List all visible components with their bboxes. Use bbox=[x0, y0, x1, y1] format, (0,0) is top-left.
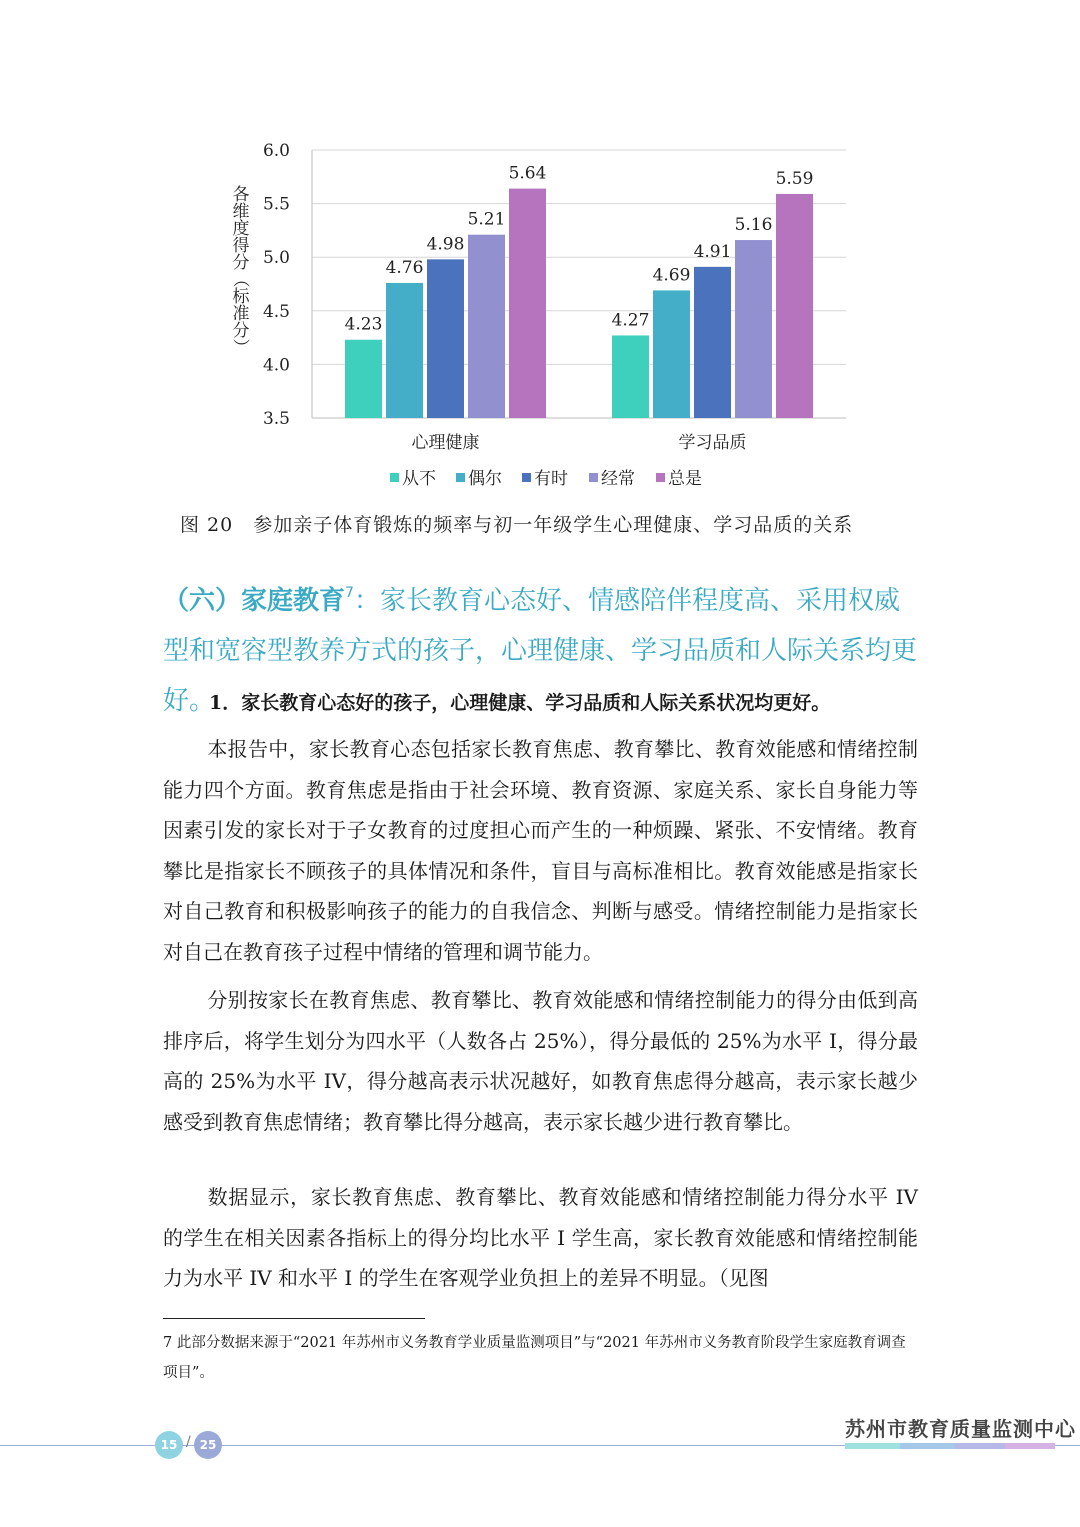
bar bbox=[427, 259, 464, 418]
y-axis-label-char: 得 bbox=[232, 236, 250, 256]
sub-heading: 1．家长教育心态好的孩子，心理健康、学习品质和人际关系状况均更好。 bbox=[209, 692, 831, 714]
bar bbox=[345, 340, 382, 418]
y-axis-label-char: （ bbox=[230, 270, 250, 288]
legend-label: 有时 bbox=[534, 469, 568, 489]
figure-label: 图 20 bbox=[180, 514, 234, 536]
legend-label: 从不 bbox=[402, 469, 436, 489]
total-pages-badge: 25 bbox=[194, 1431, 222, 1459]
bar bbox=[468, 235, 505, 418]
value-label: 4.91 bbox=[693, 241, 732, 262]
figure-caption bbox=[180, 510, 853, 537]
footer-stripe-3 bbox=[955, 1443, 1005, 1449]
y-tick-label: 4.0 bbox=[262, 355, 290, 376]
paragraph-3-text: 数据显示，家长教育焦虑、教育攀比、教育效能感和情绪控制能力得分水平 IV 的学生在相关因素各指标上的得分均比水平 I 学生高，家长教育效能感和情绪控制能力为水平 IV 和水平 I 的学生在客观学业负担上的差异不明显。（见图 bbox=[163, 1185, 918, 1290]
bar bbox=[776, 194, 813, 418]
organization-name: 苏州市教育质量监测中心 bbox=[845, 1417, 1076, 1441]
y-axis-label-char: 准 bbox=[232, 304, 250, 324]
value-label: 5.59 bbox=[775, 168, 814, 189]
legend-label: 经常 bbox=[601, 469, 635, 489]
y-tick-label: 5.5 bbox=[262, 194, 290, 215]
page-separator: / bbox=[186, 1434, 191, 1450]
legend-swatch bbox=[656, 473, 665, 482]
y-axis-label-char: 分 bbox=[232, 321, 250, 341]
section-number: （六）家庭教育 bbox=[163, 586, 346, 616]
bar-chart bbox=[0, 0, 1080, 500]
footnote: 7 此部分数据来源于“2021 年苏州市义务教育学业质量监测项目”与“2021 年苏州市义务教育阶段学生家庭教育调查项目”。 bbox=[163, 1335, 906, 1381]
y-tick-label: 6.0 bbox=[262, 141, 290, 161]
value-label: 4.98 bbox=[426, 234, 465, 255]
paragraph-1-text: 本报告中，家长教育心态包括家长教育焦虑、教育攀比、教育效能感和情绪控制能力四个方面。教育焦虑是指由于社会环境、教育资源、家庭关系、家长自身能力等因素引发的家长对于子女教育的过度担心而产生的一种烦躁、紧张、不安情绪。教育攀比是指家长不顾孩子的具体情况和条件，盲目与高标准相比。教育效能感是指家长对自己教育和积极影响孩子的能力的自我信念、判断与感受。情绪控制能力是指家长对自己在教育孩子过程中情绪的管理和调节能力。 bbox=[163, 737, 918, 964]
value-label: 5.21 bbox=[467, 209, 506, 230]
footer-stripe-4 bbox=[1005, 1443, 1055, 1449]
legend-swatch bbox=[456, 473, 465, 482]
bar bbox=[509, 189, 546, 418]
category-label: 心理健康 bbox=[411, 433, 480, 453]
legend-swatch bbox=[390, 473, 399, 482]
section-title: ：家长教育心态好、情感陪伴程度高、采用权威型和宽容型教养方式的孩子，心理健康、学习品质和人际关系均更好。 bbox=[163, 586, 918, 716]
category-labels bbox=[412, 433, 747, 453]
paragraph-2 bbox=[163, 980, 918, 1142]
bar bbox=[386, 283, 423, 418]
legend-label: 偶尔 bbox=[468, 469, 502, 489]
y-tick-label: 5.0 bbox=[262, 248, 290, 269]
paragraph-1 bbox=[163, 729, 918, 972]
bar bbox=[653, 290, 690, 418]
y-axis-label bbox=[230, 185, 251, 356]
value-label: 4.69 bbox=[652, 265, 691, 286]
current-page-badge: 15 bbox=[155, 1431, 183, 1459]
y-tick-label: 3.5 bbox=[262, 409, 290, 429]
y-axis-label-char: ） bbox=[230, 338, 250, 356]
legend-swatch bbox=[522, 473, 531, 482]
bar bbox=[735, 240, 772, 418]
paragraph-2-text: 分别按家长在教育焦虑、教育攀比、教育效能感和情绪控制能力的得分由低到高排序后，将学生划分为四水平（人数各占 25%），得分最低的 25%为水平 I，得分最高的 25%为水平 IV，得分越高表示状况越好，如教育焦虑得分越高，表示家长越少感受到教育焦虑情绪；教育攀比得分越高，表示家长越少进行教育攀比。 bbox=[163, 988, 918, 1134]
y-axis-label-char: 分 bbox=[232, 253, 250, 273]
footer-stripe-2 bbox=[900, 1443, 955, 1449]
y-tick-label: 4.5 bbox=[262, 301, 290, 322]
y-axis-label-char: 标 bbox=[232, 287, 250, 307]
footer-stripe-1 bbox=[845, 1443, 900, 1449]
value-label: 4.76 bbox=[385, 257, 424, 278]
value-label: 5.64 bbox=[508, 163, 547, 184]
y-axis-label-char: 度 bbox=[232, 219, 250, 239]
footnote-mark: 7 bbox=[345, 585, 354, 601]
y-axis-label-char: 各 bbox=[232, 185, 250, 205]
paragraph-3 bbox=[163, 1177, 918, 1299]
footnote-divider bbox=[163, 1318, 425, 1319]
category-label: 学习品质 bbox=[678, 433, 747, 453]
value-label: 4.27 bbox=[611, 310, 650, 331]
y-tick-labels bbox=[263, 141, 290, 429]
chart-legend bbox=[390, 469, 702, 489]
bar bbox=[612, 335, 649, 418]
value-label: 5.16 bbox=[734, 215, 773, 236]
figure-title: 参加亲子体育锻炼的频率与初一年级学生心理健康、学习品质的关系 bbox=[253, 514, 854, 536]
y-axis-label-char: 维 bbox=[232, 202, 250, 222]
bar bbox=[694, 267, 731, 418]
legend-swatch bbox=[589, 473, 598, 482]
value-label: 4.23 bbox=[344, 314, 383, 335]
legend-label: 总是 bbox=[668, 469, 702, 489]
